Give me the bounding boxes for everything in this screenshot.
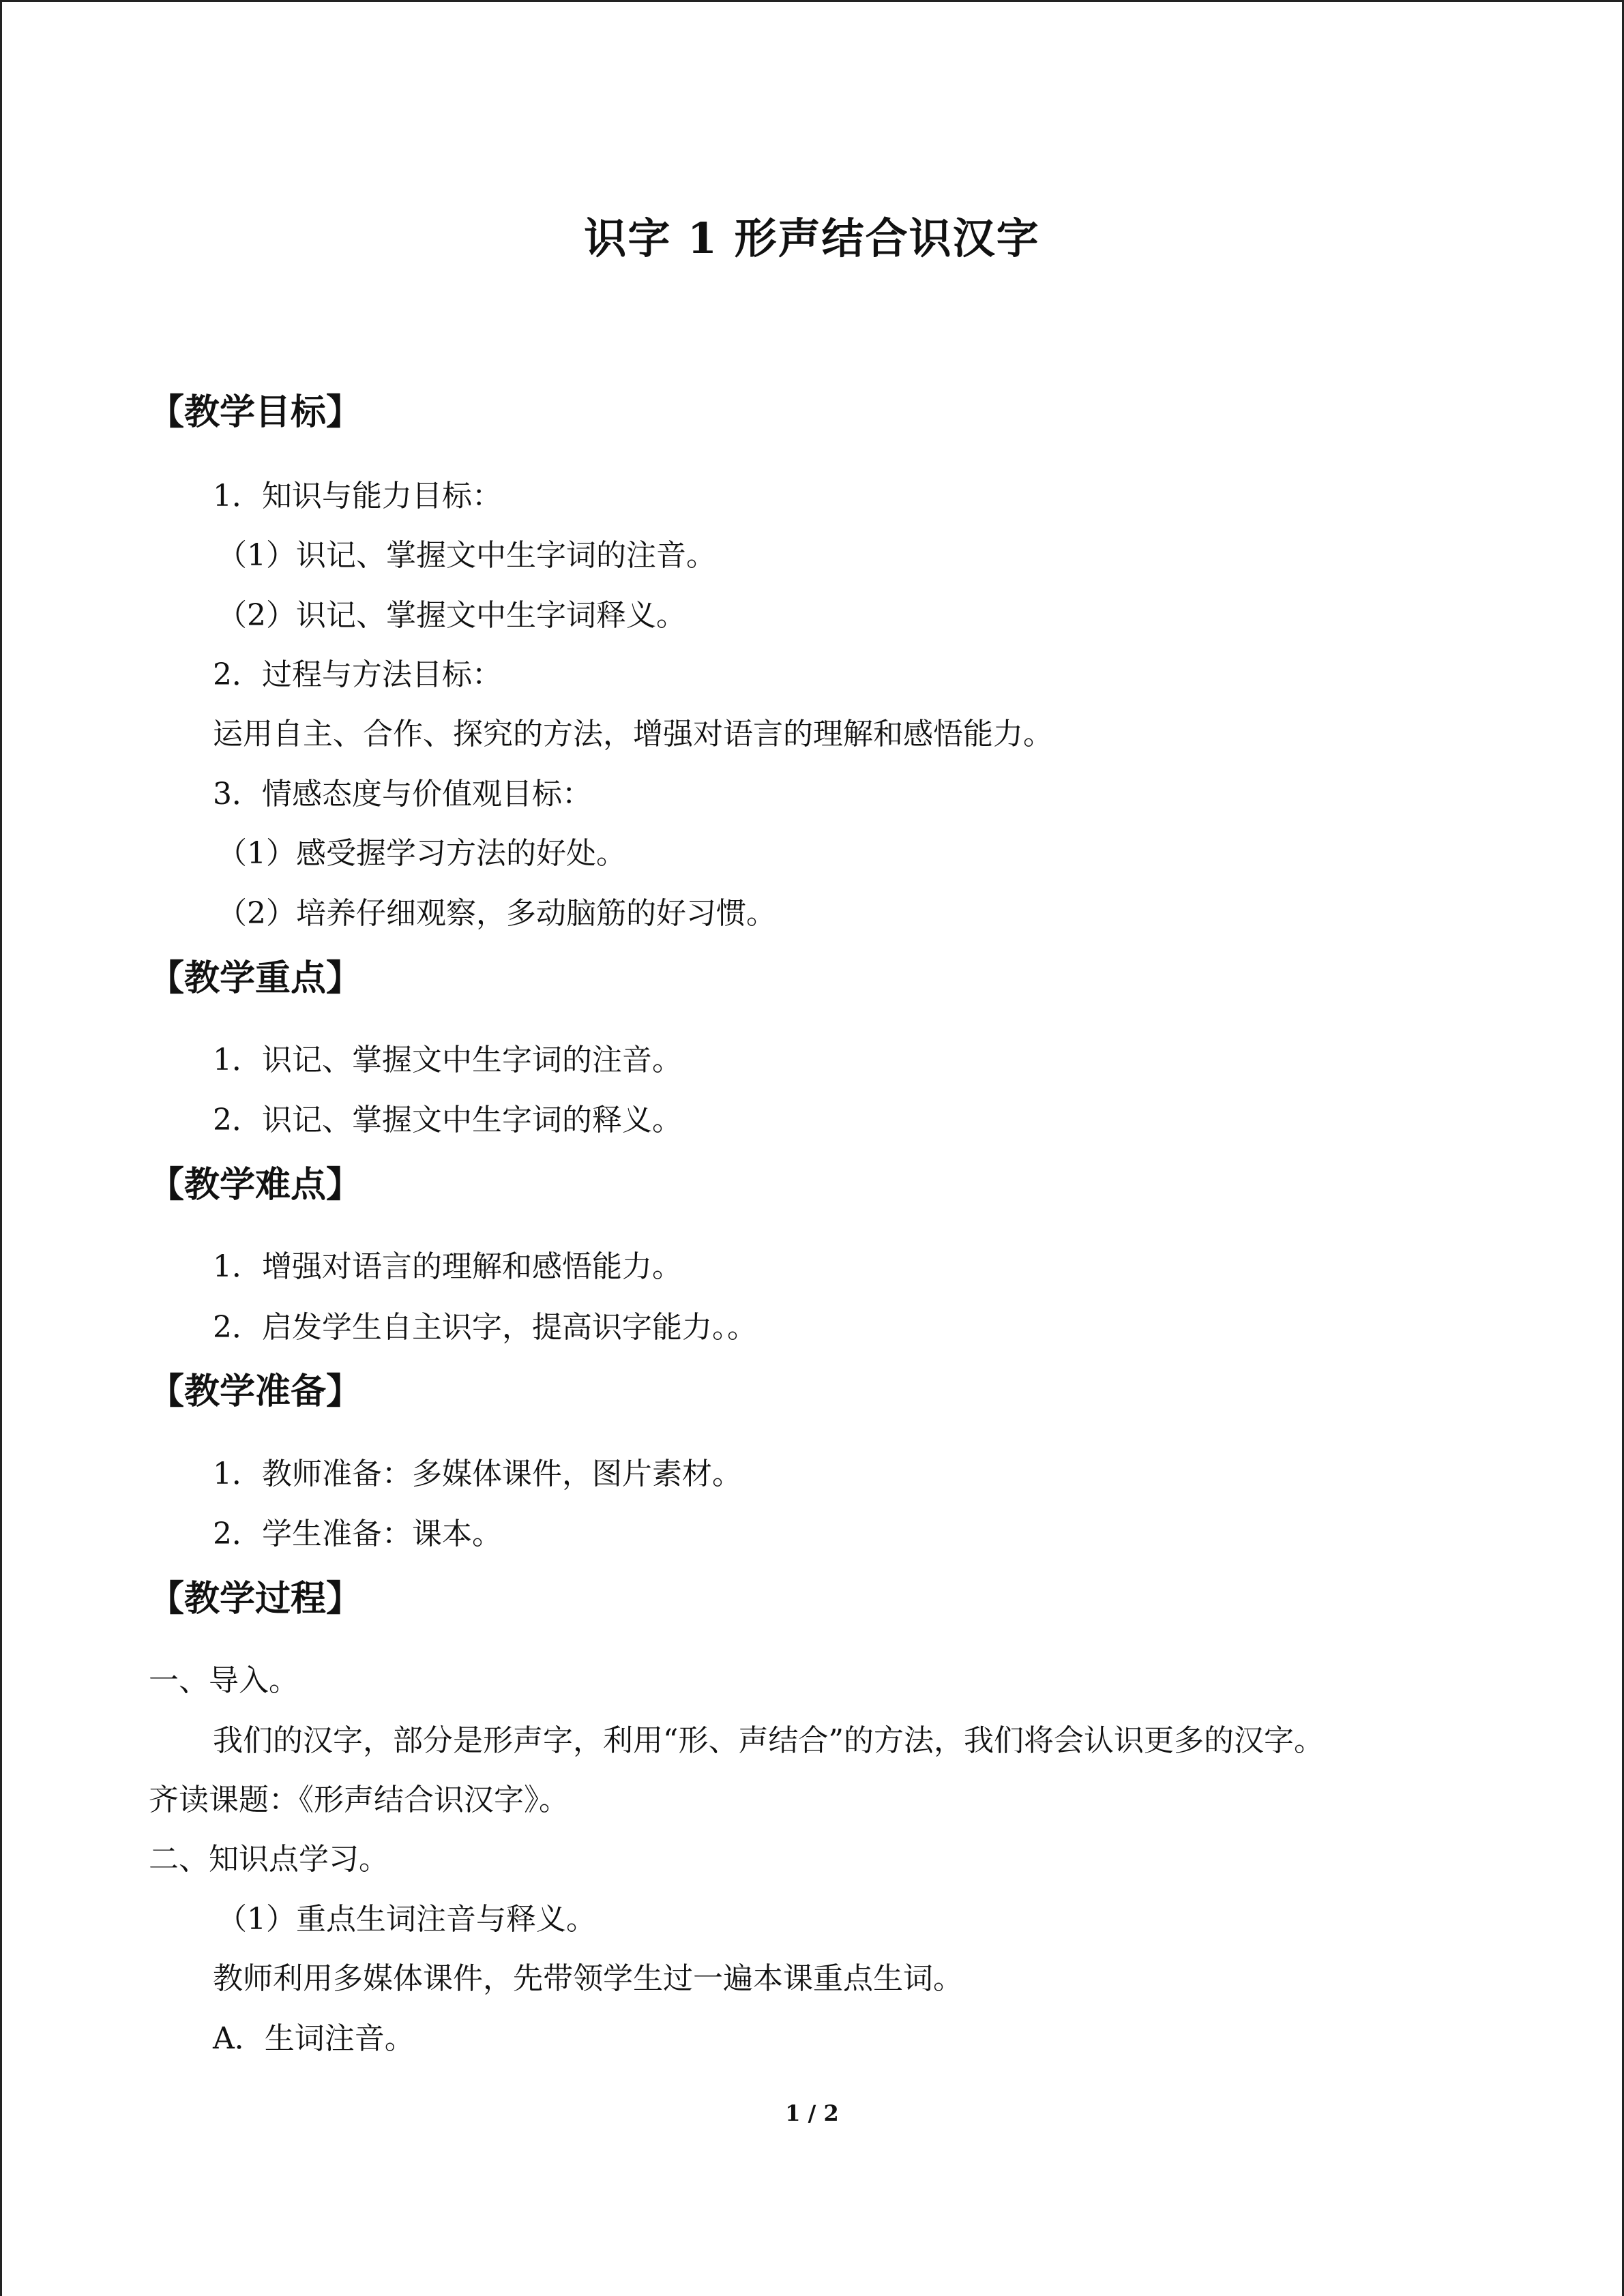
page-number: 1 / 2 bbox=[785, 2100, 839, 2126]
process-line-4: 二、知识点学习。 bbox=[149, 1842, 389, 1877]
section-heading-difficulties: 【教学难点】 bbox=[149, 1164, 362, 1206]
objectives-line-3: （2）识记、掌握文中生字词释义。 bbox=[217, 598, 686, 633]
process-line-2: 我们的汉字，部分是形声字，利用“形、声结合”的方法，我们将会认识更多的汉字。 bbox=[213, 1723, 1324, 1758]
section-heading-preparation: 【教学准备】 bbox=[149, 1371, 362, 1412]
difficulties-line-2: 2．启发学生自主识字，提高识字能力。。 bbox=[213, 1310, 757, 1345]
document-title: 识字 1 形声结合识汉字 bbox=[584, 213, 1040, 263]
process-line-6: 教师利用多媒体课件，先带领学生过一遍本课重点生词。 bbox=[213, 1961, 963, 1996]
objectives-line-6: 3．情感态度与价值观目标： bbox=[213, 777, 592, 811]
process-line-5: （1）重点生词注音与释义。 bbox=[217, 1902, 596, 1937]
preparation-line-2: 2．学生准备：课本。 bbox=[213, 1517, 502, 1551]
preparation-line-1: 1．教师准备：多媒体课件，图片素材。 bbox=[213, 1457, 742, 1491]
difficulties-line-1: 1．增强对语言的理解和感悟能力。 bbox=[213, 1249, 682, 1284]
process-line-3: 齐读课题：《形声结合识汉字》。 bbox=[149, 1783, 569, 1817]
process-line-1: 一、导入。 bbox=[149, 1663, 299, 1698]
objectives-line-5: 运用自主、合作、探究的方法，增强对语言的理解和感悟能力。 bbox=[213, 717, 1053, 751]
section-heading-key-points: 【教学重点】 bbox=[149, 957, 362, 999]
key-points-line-1: 1．识记、掌握文中生字词的注音。 bbox=[213, 1043, 682, 1077]
objectives-line-7: （1）感受握学习方法的好处。 bbox=[217, 836, 626, 871]
section-heading-process: 【教学过程】 bbox=[149, 1578, 362, 1620]
objectives-line-8: （2）培养仔细观察，多动脑筋的好习惯。 bbox=[217, 896, 776, 931]
objectives-line-4: 2．过程与方法目标： bbox=[213, 657, 502, 692]
objectives-line-1: 1．知识与能力目标： bbox=[213, 479, 502, 513]
key-points-line-2: 2．识记、掌握文中生字词的释义。 bbox=[213, 1103, 682, 1137]
section-heading-objectives: 【教学目标】 bbox=[149, 391, 362, 433]
objectives-line-2: （1）识记、掌握文中生字词的注音。 bbox=[217, 538, 716, 573]
process-line-7: A．生词注音。 bbox=[213, 2021, 415, 2056]
